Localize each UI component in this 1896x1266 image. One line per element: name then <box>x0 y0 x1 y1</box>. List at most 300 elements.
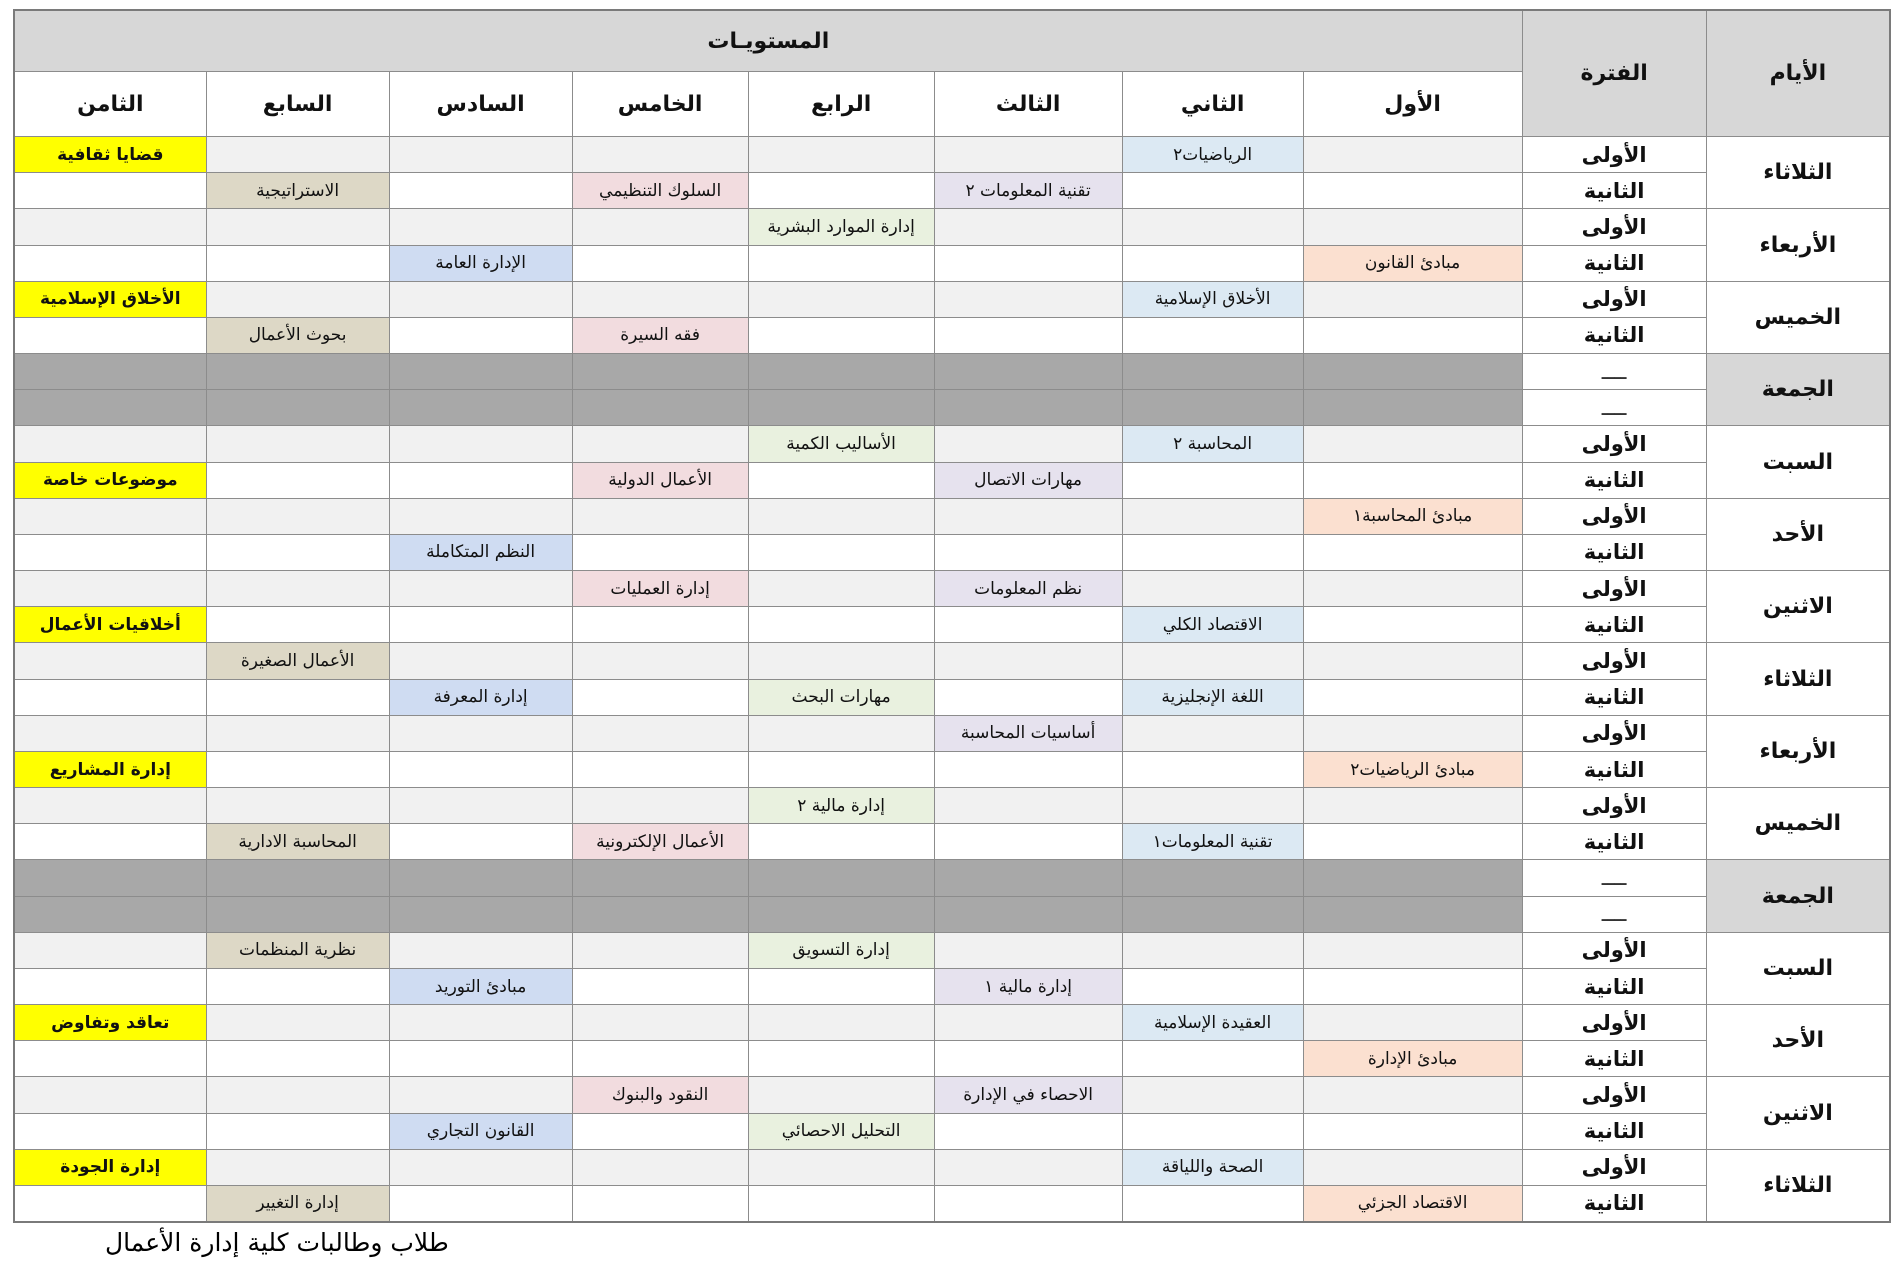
course-cell: مهارات الاتصال <box>934 462 1122 498</box>
empty-cell <box>1122 751 1303 787</box>
period-cell: الثانية <box>1522 607 1706 643</box>
empty-cell <box>1122 788 1303 824</box>
empty-cell <box>572 896 748 932</box>
empty-cell <box>748 968 934 1004</box>
course-cell: بحوث الأعمال <box>206 317 389 353</box>
course-cell: إدارة الموارد البشرية <box>748 209 934 245</box>
empty-cell <box>1303 1005 1522 1041</box>
empty-cell <box>1122 896 1303 932</box>
day-cell: الخميس <box>1706 281 1890 353</box>
footer-note: طلاب وطالبات كلية إدارة الأعمال <box>105 1228 449 1257</box>
empty-cell <box>389 317 572 353</box>
empty-cell <box>206 426 389 462</box>
course-cell: مبادئ المحاسبة١ <box>1303 498 1522 534</box>
empty-cell <box>206 1113 389 1149</box>
empty-cell <box>1303 281 1522 317</box>
level-header-8: الثامن <box>14 72 206 137</box>
schedule-row <box>14 354 1890 390</box>
period-cell: الأولى <box>1522 1077 1706 1113</box>
empty-cell <box>748 715 934 751</box>
empty-cell <box>748 824 934 860</box>
schedule-row <box>14 1077 1890 1113</box>
empty-cell <box>1122 571 1303 607</box>
schedule-row <box>14 679 1890 715</box>
empty-cell <box>206 788 389 824</box>
course-cell: نظرية المنظمات <box>206 932 389 968</box>
empty-cell <box>1122 534 1303 570</box>
schedule-row <box>14 751 1890 787</box>
empty-cell <box>14 571 206 607</box>
empty-cell <box>934 860 1122 896</box>
empty-cell <box>748 1185 934 1222</box>
course-cell: السلوك التنظيمي <box>572 173 748 209</box>
empty-cell <box>572 245 748 281</box>
empty-cell <box>14 245 206 281</box>
course-cell: إدارة العمليات <box>572 571 748 607</box>
empty-cell <box>389 426 572 462</box>
schedule-row <box>14 643 1890 679</box>
period-cell: الأولى <box>1522 932 1706 968</box>
period-cell: الأولى <box>1522 426 1706 462</box>
schedule-row <box>14 1041 1890 1077</box>
empty-cell <box>1303 1077 1522 1113</box>
empty-cell <box>572 1005 748 1041</box>
schedule-row <box>14 281 1890 317</box>
empty-cell <box>572 607 748 643</box>
course-cell: إدارة التسويق <box>748 932 934 968</box>
empty-cell <box>1122 390 1303 426</box>
empty-cell <box>389 932 572 968</box>
empty-cell <box>1122 317 1303 353</box>
empty-cell <box>389 1005 572 1041</box>
empty-cell <box>206 498 389 534</box>
schedule-row <box>14 824 1890 860</box>
schedule-row <box>14 245 1890 281</box>
course-cell: إدارة المشاريع <box>14 751 206 787</box>
day-cell: الأربعاء <box>1706 715 1890 787</box>
empty-cell <box>1122 715 1303 751</box>
empty-cell <box>206 1005 389 1041</box>
period-cell: ــــ <box>1522 860 1706 896</box>
schedule-row <box>14 1185 1890 1222</box>
period-cell: الثانية <box>1522 751 1706 787</box>
empty-cell <box>572 788 748 824</box>
course-cell: اللغة الإنجليزية <box>1122 679 1303 715</box>
course-cell: الأخلاق الإسلامية <box>14 281 206 317</box>
empty-cell <box>389 860 572 896</box>
empty-cell <box>572 715 748 751</box>
course-cell: نظم المعلومات <box>934 571 1122 607</box>
course-cell: الإدارة العامة <box>389 245 572 281</box>
course-cell: تعاقد وتفاوض <box>14 1005 206 1041</box>
course-cell: الاقتصاد الكلي <box>1122 607 1303 643</box>
empty-cell <box>1303 788 1522 824</box>
empty-cell <box>748 643 934 679</box>
empty-cell <box>1303 534 1522 570</box>
schedule-body <box>14 137 1890 1223</box>
empty-cell <box>934 932 1122 968</box>
level-header-4: الرابع <box>748 72 934 137</box>
empty-cell <box>1122 1113 1303 1149</box>
empty-cell <box>206 1041 389 1077</box>
empty-cell <box>748 173 934 209</box>
empty-cell <box>572 354 748 390</box>
day-cell: السبت <box>1706 932 1890 1004</box>
empty-cell <box>389 209 572 245</box>
schedule-row <box>14 534 1890 570</box>
empty-cell <box>389 643 572 679</box>
period-cell: الثانية <box>1522 534 1706 570</box>
schedule-row <box>14 1005 1890 1041</box>
course-cell: إدارة التغيير <box>206 1185 389 1222</box>
schedule-row <box>14 932 1890 968</box>
empty-cell <box>206 1149 389 1185</box>
empty-cell <box>1303 715 1522 751</box>
course-cell: الاحصاء في الإدارة <box>934 1077 1122 1113</box>
empty-cell <box>1122 968 1303 1004</box>
course-cell: تقنية المعلومات ٢ <box>934 173 1122 209</box>
empty-cell <box>748 498 934 534</box>
empty-cell <box>1303 607 1522 643</box>
empty-cell <box>1303 571 1522 607</box>
empty-cell <box>748 860 934 896</box>
day-cell: الأربعاء <box>1706 209 1890 281</box>
empty-cell <box>748 896 934 932</box>
empty-cell <box>389 896 572 932</box>
day-cell: الاثنين <box>1706 1077 1890 1149</box>
empty-cell <box>206 281 389 317</box>
empty-cell <box>934 896 1122 932</box>
course-cell: مبادئ التوريد <box>389 968 572 1004</box>
day-cell: الجمعة <box>1706 860 1890 932</box>
course-cell: إدارة الجودة <box>14 1149 206 1185</box>
day-cell: الخميس <box>1706 788 1890 860</box>
schedule-row <box>14 173 1890 209</box>
schedule-row <box>14 896 1890 932</box>
period-cell: ــــ <box>1522 354 1706 390</box>
empty-cell <box>748 390 934 426</box>
empty-cell <box>1122 209 1303 245</box>
empty-cell <box>1303 860 1522 896</box>
empty-cell <box>572 426 748 462</box>
empty-cell <box>748 245 934 281</box>
period-cell: الأولى <box>1522 209 1706 245</box>
schedule-row <box>14 1113 1890 1149</box>
period-cell: الأولى <box>1522 1149 1706 1185</box>
empty-cell <box>389 751 572 787</box>
empty-cell <box>572 498 748 534</box>
empty-cell <box>1122 1185 1303 1222</box>
empty-cell <box>389 824 572 860</box>
period-header: الفترة <box>1522 10 1706 137</box>
empty-cell <box>1303 137 1522 173</box>
period-cell: الثانية <box>1522 1113 1706 1149</box>
empty-cell <box>1303 390 1522 426</box>
empty-cell <box>1122 173 1303 209</box>
empty-cell <box>1122 643 1303 679</box>
empty-cell <box>934 1005 1122 1041</box>
empty-cell <box>1122 932 1303 968</box>
empty-cell <box>934 281 1122 317</box>
empty-cell <box>14 173 206 209</box>
empty-cell <box>1122 498 1303 534</box>
empty-cell <box>1303 209 1522 245</box>
empty-cell <box>572 1113 748 1149</box>
day-cell: السبت <box>1706 426 1890 498</box>
course-cell: إدارة مالية ١ <box>934 968 1122 1004</box>
period-cell: الثانية <box>1522 1041 1706 1077</box>
empty-cell <box>1303 462 1522 498</box>
schedule-row <box>14 715 1890 751</box>
empty-cell <box>572 1185 748 1222</box>
empty-cell <box>1303 896 1522 932</box>
empty-cell <box>14 317 206 353</box>
empty-cell <box>748 462 934 498</box>
course-cell: الرياضيات٢ <box>1122 137 1303 173</box>
empty-cell <box>206 1077 389 1113</box>
empty-cell <box>1122 1041 1303 1077</box>
schedule-row <box>14 209 1890 245</box>
empty-cell <box>934 751 1122 787</box>
period-cell: الثانية <box>1522 968 1706 1004</box>
empty-cell <box>934 824 1122 860</box>
empty-cell <box>748 607 934 643</box>
empty-cell <box>572 209 748 245</box>
course-cell: النظم المتكاملة <box>389 534 572 570</box>
empty-cell <box>934 317 1122 353</box>
empty-cell <box>389 462 572 498</box>
course-cell: أخلاقيات الأعمال <box>14 607 206 643</box>
empty-cell <box>206 896 389 932</box>
empty-cell <box>748 1149 934 1185</box>
course-cell: تقنية المعلومات١ <box>1122 824 1303 860</box>
schedule-row <box>14 571 1890 607</box>
empty-cell <box>572 643 748 679</box>
empty-cell <box>389 1077 572 1113</box>
course-cell: الأعمال الدولية <box>572 462 748 498</box>
day-cell: الأحد <box>1706 498 1890 570</box>
period-cell: ــــ <box>1522 390 1706 426</box>
empty-cell <box>748 354 934 390</box>
empty-cell <box>206 860 389 896</box>
empty-cell <box>934 1185 1122 1222</box>
empty-cell <box>1122 245 1303 281</box>
empty-cell <box>14 209 206 245</box>
empty-cell <box>572 390 748 426</box>
empty-cell <box>934 354 1122 390</box>
schedule-row <box>14 317 1890 353</box>
empty-cell <box>748 534 934 570</box>
schedule-row <box>14 390 1890 426</box>
empty-cell <box>1303 173 1522 209</box>
empty-cell <box>748 1077 934 1113</box>
schedule-row <box>14 1149 1890 1185</box>
period-cell: الثانية <box>1522 1185 1706 1222</box>
level-header-2: الثاني <box>1122 72 1303 137</box>
empty-cell <box>572 1149 748 1185</box>
empty-cell <box>389 137 572 173</box>
day-cell: الثلاثاء <box>1706 1149 1890 1222</box>
empty-cell <box>934 1041 1122 1077</box>
empty-cell <box>389 173 572 209</box>
schedule-table <box>13 9 1891 1223</box>
course-cell: إدارة مالية ٢ <box>748 788 934 824</box>
level-header-1: الأول <box>1303 72 1522 137</box>
empty-cell <box>1303 932 1522 968</box>
period-cell: الثانية <box>1522 462 1706 498</box>
course-cell: النقود والبنوك <box>572 1077 748 1113</box>
level-header-7: السابع <box>206 72 389 137</box>
period-cell: الثانية <box>1522 317 1706 353</box>
empty-cell <box>389 281 572 317</box>
empty-cell <box>389 1185 572 1222</box>
empty-cell <box>748 1041 934 1077</box>
empty-cell <box>14 932 206 968</box>
empty-cell <box>934 788 1122 824</box>
period-cell: الأولى <box>1522 1005 1706 1041</box>
course-cell: إدارة المعرفة <box>389 679 572 715</box>
schedule-row <box>14 498 1890 534</box>
empty-cell <box>206 607 389 643</box>
day-cell: الثلاثاء <box>1706 137 1890 209</box>
empty-cell <box>14 788 206 824</box>
course-cell: الأعمال الإلكترونية <box>572 824 748 860</box>
empty-cell <box>1122 1077 1303 1113</box>
empty-cell <box>572 137 748 173</box>
empty-cell <box>572 534 748 570</box>
empty-cell <box>934 1113 1122 1149</box>
empty-cell <box>14 824 206 860</box>
empty-cell <box>14 1185 206 1222</box>
empty-cell <box>572 751 748 787</box>
empty-cell <box>389 607 572 643</box>
schedule-row <box>14 462 1890 498</box>
empty-cell <box>934 1149 1122 1185</box>
empty-cell <box>206 245 389 281</box>
empty-cell <box>572 968 748 1004</box>
period-cell: الأولى <box>1522 137 1706 173</box>
empty-cell <box>572 281 748 317</box>
empty-cell <box>389 1041 572 1077</box>
level-header-5: الخامس <box>572 72 748 137</box>
empty-cell <box>389 571 572 607</box>
schedule-row <box>14 426 1890 462</box>
empty-cell <box>934 426 1122 462</box>
empty-cell <box>14 390 206 426</box>
period-cell: الأولى <box>1522 571 1706 607</box>
period-cell: الأولى <box>1522 643 1706 679</box>
empty-cell <box>572 679 748 715</box>
empty-cell <box>934 679 1122 715</box>
schedule-row <box>14 968 1890 1004</box>
course-cell: مبادئ الإدارة <box>1303 1041 1522 1077</box>
course-cell: فقه السيرة <box>572 317 748 353</box>
course-cell: الأخلاق الإسلامية <box>1122 281 1303 317</box>
schedule-row <box>14 860 1890 896</box>
empty-cell <box>1303 824 1522 860</box>
schedule-row <box>14 607 1890 643</box>
empty-cell <box>572 1041 748 1077</box>
course-cell: الاستراتيجية <box>206 173 389 209</box>
empty-cell <box>14 679 206 715</box>
empty-cell <box>206 679 389 715</box>
period-cell: الثانية <box>1522 173 1706 209</box>
empty-cell <box>1303 354 1522 390</box>
empty-cell <box>748 1005 934 1041</box>
empty-cell <box>1122 462 1303 498</box>
empty-cell <box>1303 968 1522 1004</box>
empty-cell <box>14 1077 206 1113</box>
empty-cell <box>206 571 389 607</box>
day-cell: الثلاثاء <box>1706 643 1890 715</box>
empty-cell <box>1122 860 1303 896</box>
empty-cell <box>14 498 206 534</box>
period-cell: الأولى <box>1522 788 1706 824</box>
empty-cell <box>389 1149 572 1185</box>
course-cell: المحاسبة الادارية <box>206 824 389 860</box>
course-cell: الأساليب الكمية <box>748 426 934 462</box>
empty-cell <box>14 643 206 679</box>
empty-cell <box>14 968 206 1004</box>
period-cell: الأولى <box>1522 281 1706 317</box>
day-cell: الأحد <box>1706 1005 1890 1077</box>
empty-cell <box>1303 643 1522 679</box>
days-header: الأيام <box>1706 10 1890 137</box>
empty-cell <box>748 571 934 607</box>
empty-cell <box>934 643 1122 679</box>
course-cell: القانون التجاري <box>389 1113 572 1149</box>
empty-cell <box>572 932 748 968</box>
day-cell: الاثنين <box>1706 571 1890 643</box>
levels-header: المستويـات <box>14 10 1522 72</box>
empty-cell <box>206 137 389 173</box>
course-cell: الصحة واللياقة <box>1122 1149 1303 1185</box>
empty-cell <box>389 788 572 824</box>
empty-cell <box>572 860 748 896</box>
empty-cell <box>748 751 934 787</box>
course-cell: الاقتصاد الجزئي <box>1303 1185 1522 1222</box>
empty-cell <box>14 896 206 932</box>
period-cell: الأولى <box>1522 498 1706 534</box>
empty-cell <box>934 607 1122 643</box>
empty-cell <box>14 715 206 751</box>
empty-cell <box>206 534 389 570</box>
course-cell: المحاسبة ٢ <box>1122 426 1303 462</box>
period-cell: ــــ <box>1522 896 1706 932</box>
empty-cell <box>14 354 206 390</box>
course-cell: مهارات البحث <box>748 679 934 715</box>
empty-cell <box>389 354 572 390</box>
empty-cell <box>206 968 389 1004</box>
empty-cell <box>748 317 934 353</box>
empty-cell <box>1303 317 1522 353</box>
empty-cell <box>14 860 206 896</box>
empty-cell <box>206 209 389 245</box>
empty-cell <box>748 137 934 173</box>
empty-cell <box>206 751 389 787</box>
course-cell: قضايا ثقافية <box>14 137 206 173</box>
empty-cell <box>934 209 1122 245</box>
level-header-6: السادس <box>389 72 572 137</box>
empty-cell <box>14 1041 206 1077</box>
empty-cell <box>1303 679 1522 715</box>
period-cell: الثانية <box>1522 679 1706 715</box>
empty-cell <box>934 390 1122 426</box>
schedule-row <box>14 788 1890 824</box>
empty-cell <box>206 390 389 426</box>
day-cell: الجمعة <box>1706 354 1890 426</box>
empty-cell <box>934 137 1122 173</box>
